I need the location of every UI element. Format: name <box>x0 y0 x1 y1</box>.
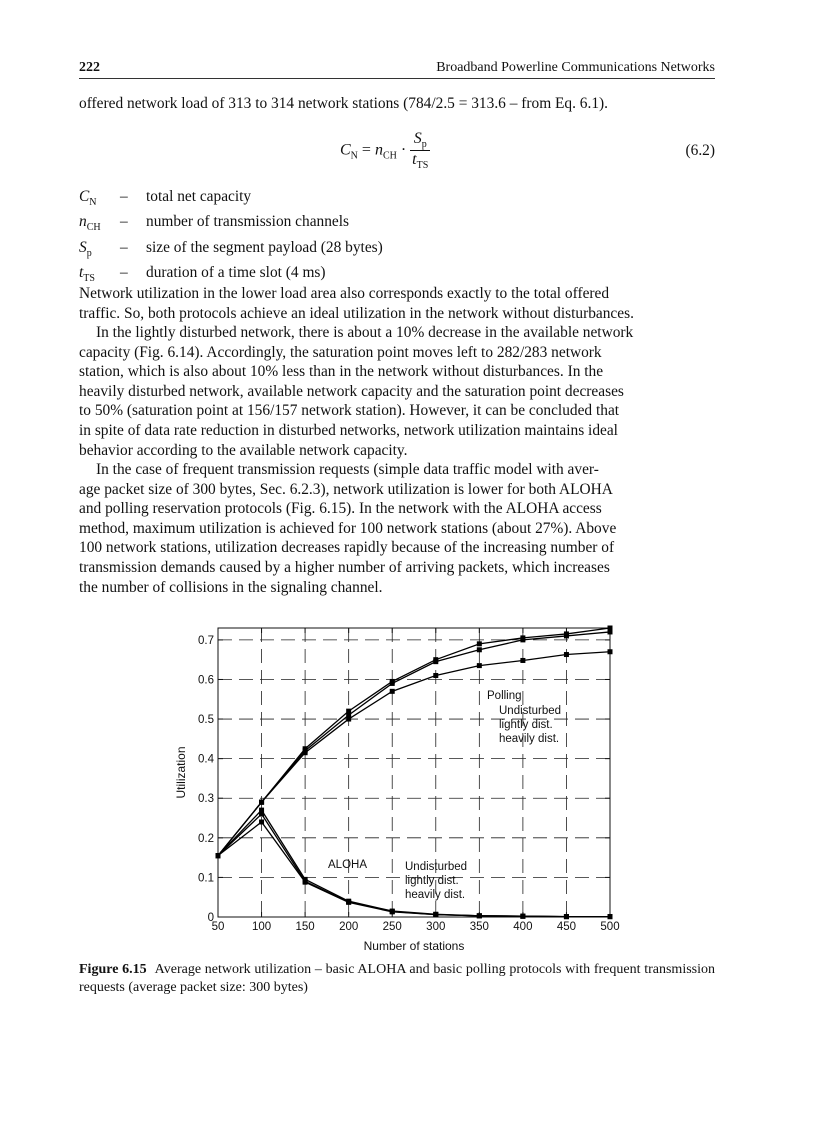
x-tick-label: 50 <box>211 921 225 933</box>
intro-line: offered network load of 313 to 314 network stations (784/2.5 = 313.6 – from Eq. 6.1). <box>79 95 609 112</box>
def-symbol: n <box>79 213 87 231</box>
eq-dot: · <box>396 141 411 159</box>
eq-den: t <box>412 151 417 169</box>
text-line: the number of collisions in the signaling channel. <box>79 578 383 596</box>
def-dash: – <box>120 264 128 282</box>
data-point <box>608 649 613 654</box>
data-point <box>346 900 351 905</box>
data-point <box>259 800 264 805</box>
data-point <box>390 681 395 686</box>
data-point <box>433 659 438 664</box>
eq-den-sub: TS <box>416 160 429 172</box>
data-point <box>303 750 308 755</box>
definition-row <box>79 212 383 237</box>
y-tick-label: 0.6 <box>198 674 214 687</box>
data-point <box>477 913 482 918</box>
eq-num-sub: p <box>421 139 427 151</box>
data-point <box>608 914 613 919</box>
equation-number: (6.2) <box>685 142 715 159</box>
x-tick-label: 400 <box>513 921 533 933</box>
text-line: traffic. So, both protocols achieve an ideal utilization in the network without disturbances. <box>79 304 634 322</box>
text-line: behavior according to the available network capacity. <box>79 441 408 459</box>
paragraph-3 <box>79 460 715 597</box>
definition-row <box>79 238 383 263</box>
def-text: number of transmission channels <box>146 213 350 231</box>
data-point <box>390 909 395 914</box>
x-tick-label: 100 <box>251 921 272 933</box>
data-point <box>433 912 438 917</box>
eq-lhs: C <box>340 141 351 159</box>
text-line: to 50% (saturation point at 156/157 network station). However, it can be concluded that <box>79 402 620 420</box>
x-tick-label: 150 <box>295 921 315 933</box>
data-point <box>477 641 482 646</box>
eq-fraction <box>410 130 430 171</box>
def-symbol: S <box>79 238 87 256</box>
text-line: In the lightly disturbed network, there is about a 10% decrease in the available network <box>96 324 634 341</box>
def-dash: – <box>120 238 128 256</box>
def-text: duration of a time slot (4 ms) <box>146 264 326 282</box>
eq-n-sub: CH <box>382 150 397 162</box>
legend-aloha-undisturbed: Undisturbed <box>405 861 468 873</box>
paragraph-1 <box>79 284 715 323</box>
def-text: total net capacity <box>146 188 252 205</box>
data-point <box>259 819 264 824</box>
x-tick-label: 450 <box>556 921 577 933</box>
eq-equals: = <box>357 141 375 159</box>
text-line: transmission demands caused by a higher number of arriving packets, which increases <box>79 558 610 576</box>
def-symbol: C <box>79 188 90 205</box>
data-point <box>259 812 264 817</box>
text-line: capacity (Fig. 6.14). Accordingly, the saturation point moves left to 282/283 network <box>79 343 602 361</box>
x-tick-label: 300 <box>426 921 446 933</box>
running-header <box>79 58 715 79</box>
data-point <box>520 658 525 663</box>
legend-polling-lightly: lightly dist. <box>499 719 553 731</box>
text-line: heavily disturbed network, available network capacity and the saturation point decreases <box>79 382 624 400</box>
def-dash: – <box>120 188 128 205</box>
data-point <box>564 652 569 657</box>
definition-list <box>79 187 383 289</box>
y-tick-label: 0.2 <box>198 832 214 845</box>
y-tick-label: 0.1 <box>198 872 214 885</box>
data-point <box>346 717 351 722</box>
data-point <box>477 663 482 668</box>
data-point <box>520 637 525 642</box>
text-line: and polling reservation protocols (Fig. 6.15). In the network with the ALOHA access <box>79 500 602 518</box>
text-line: method, maximum utilization is achieved for 100 network stations (about 27%). Above <box>79 519 617 537</box>
equation-6-2 <box>340 130 540 180</box>
running-title: Broadband Powerline Communications Networks <box>436 60 715 75</box>
def-symbol: t <box>79 264 84 282</box>
data-point <box>564 633 569 638</box>
legend-polling-undisturbed: Undisturbed <box>499 705 562 717</box>
data-point <box>520 914 525 919</box>
utilization-chart <box>165 616 635 956</box>
legend-aloha-heavily: heavily dist. <box>405 889 466 901</box>
def-subscript: N <box>89 197 97 209</box>
y-axis-label: Utilization <box>174 746 188 799</box>
x-tick-label: 350 <box>469 921 489 933</box>
text-line: Network utilization in the lower load area also corresponds exactly to the total offered <box>79 285 610 302</box>
data-point <box>303 880 308 885</box>
x-tick-label: 200 <box>339 921 359 933</box>
def-dash: – <box>120 213 128 231</box>
text-line: in spite of data rate reduction in disturbed networks, network utilization maintains ideal <box>79 421 618 439</box>
data-point <box>608 629 613 634</box>
eq-lhs-sub: N <box>350 150 358 162</box>
text-line: In the case of frequent transmission requests (simple data traffic model with aver- <box>96 461 599 478</box>
data-point <box>390 689 395 694</box>
x-tick-label: 250 <box>382 921 402 933</box>
plot-frame <box>218 628 610 917</box>
figure-label: Figure 6.15 <box>79 962 147 977</box>
x-tick-label: 500 <box>600 921 620 933</box>
legend-aloha-lightly: lightly dist. <box>405 875 459 887</box>
y-tick-label: 0.3 <box>198 793 214 806</box>
legend-polling-heavily: heavily dist. <box>499 733 560 745</box>
y-tick-label: 0.4 <box>198 753 214 766</box>
page-number: 222 <box>79 60 100 75</box>
text-line: station, which is also about 10% less than in the network without disturbances. In the <box>79 363 604 381</box>
legend-polling-title: Polling <box>487 690 522 702</box>
text-line: 100 network stations, utilization decreases rapidly because of the increasing number of <box>79 539 615 557</box>
figure-caption <box>79 961 715 997</box>
figure-caption-text: Average network utilization – basic ALOHA and basic polling protocols with frequent transmission requests (average packet size: 300 bytes) <box>79 962 715 995</box>
definition-row <box>79 187 383 212</box>
y-tick-label: 0.5 <box>198 714 214 727</box>
data-point <box>477 647 482 652</box>
y-tick-label: 0 <box>207 912 214 924</box>
legend-aloha-title: ALOHA <box>328 859 367 871</box>
x-axis-label: Number of stations <box>363 939 465 953</box>
def-subscript: CH <box>86 222 101 234</box>
def-subscript: TS <box>83 273 95 285</box>
eq-num: S <box>413 130 422 147</box>
data-point <box>216 853 221 858</box>
text-line: age packet size of 300 bytes, Sec. 6.2.3), network utilization is lower for both ALOHA <box>79 480 613 498</box>
series-line <box>218 652 610 856</box>
data-point <box>433 673 438 678</box>
data-point <box>564 914 569 919</box>
def-text: size of the segment payload (28 bytes) <box>146 238 383 256</box>
def-subscript: p <box>86 248 92 260</box>
y-tick-label: 0.7 <box>198 634 214 647</box>
paragraph-2 <box>79 323 715 460</box>
eq-n: n <box>374 141 383 159</box>
